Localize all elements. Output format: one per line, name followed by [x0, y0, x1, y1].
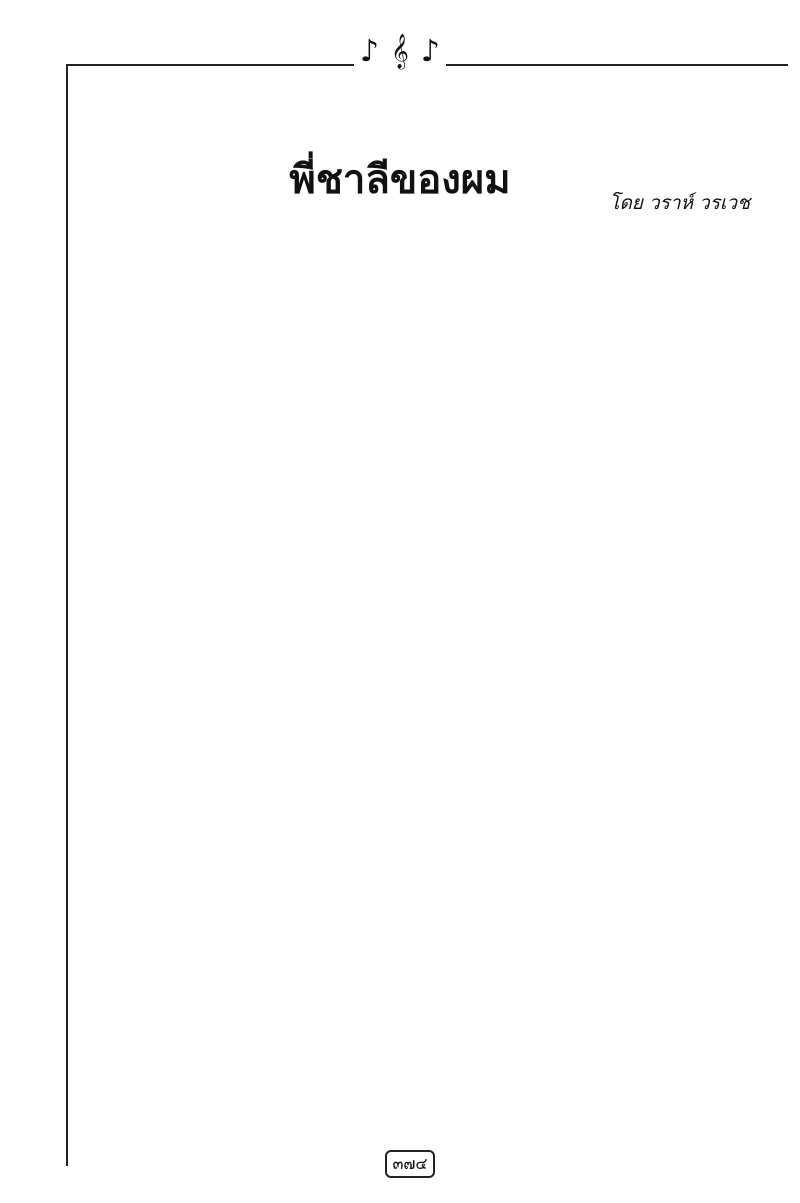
paragraph	[116, 516, 416, 543]
paragraph	[116, 462, 416, 489]
paragraph	[116, 354, 416, 381]
music-notes-decoration	[0, 34, 800, 69]
paragraph	[424, 489, 724, 516]
paragraph	[116, 381, 416, 408]
paragraph	[424, 381, 724, 408]
left-column	[116, 300, 416, 570]
treble-clef-icon: 𝄞	[385, 34, 415, 69]
paragraph	[116, 543, 416, 570]
paragraph	[116, 300, 416, 327]
right-column	[424, 300, 724, 570]
paragraph	[424, 300, 724, 327]
paragraph	[116, 408, 416, 435]
paragraph	[424, 543, 724, 570]
paragraph	[424, 327, 724, 354]
music-note-icon: ♪	[415, 34, 446, 69]
paragraph	[424, 408, 724, 435]
page-number: ๓๗๔	[385, 1150, 435, 1178]
paragraph	[116, 327, 416, 354]
paragraph	[424, 354, 724, 381]
paragraph	[424, 435, 724, 462]
paragraph	[424, 462, 724, 489]
paragraph	[116, 489, 416, 516]
paragraph	[424, 516, 724, 543]
page-frame	[66, 64, 788, 1166]
article-byline: โดย วราห์ วรเวช	[609, 192, 750, 214]
music-note-icon: ♪	[354, 34, 385, 69]
paragraph	[116, 435, 416, 462]
article-title: พี่ชาลีของผม	[289, 156, 511, 203]
